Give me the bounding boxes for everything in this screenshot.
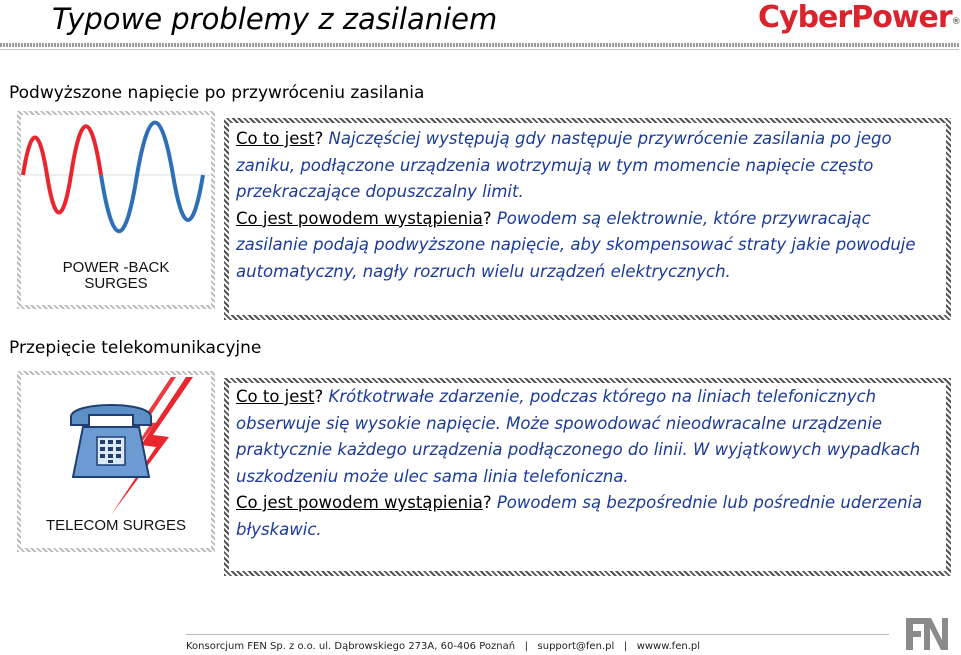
fen-logo [904,612,950,652]
section-heading-telecom: Przepięcie telekomunikacyjne [9,338,262,358]
cyberpower-logo [758,0,961,38]
logo-registered-mark: ® [951,17,961,27]
telecom-description [236,384,942,543]
telecom-what-qmark: ? [314,387,324,406]
power-back-description [236,126,942,285]
telephone-lightning-icon [21,375,211,515]
power-back-label-line2: SURGES [84,275,148,292]
fen-logo-text: FEN [904,612,906,613]
footer-company: Konsorcjum FEN Sp. z o.o. ul. Dąbrowskiego 273A, 60-406 Poznań [186,641,516,652]
footer-divider [186,634,889,635]
what-is-it-answer: Najczęściej występują gdy następuje przywrócenie zasilania po jego zaniku, podłączone urządzenia wotrzymują w tym momencie napięcie często przekraczające dopuszczalny limit. [236,129,892,201]
telecom-surges-label: TELECOM SURGES [45,517,187,534]
footer-separator-1: | [524,641,528,652]
cause-answer: Powodem są elektrownie, które przywracając zasilanie podają podwyższone napięcie, aby skompensować straty jakie powoduje automatyczny, nagły rozruch wielu urządzeń elektrycznych. [236,208,916,281]
telecom-cause-question: Co jest powodem wystąpienia [236,493,483,512]
page-title: Typowe problemy z zasilaniem [52,2,498,36]
power-back-surges-image [17,111,215,309]
section-heading-power-back: Podwyższone napięcie po przywróceniu zasilania [9,83,425,103]
telecom-what-answer: Krótkotrwałe zdarzenie, podczas którego na liniach telefonicznych obserwuje się wysokie napięcie. Może spowodować nieodwracalne urządzenie praktycznie każdego urządzenia podłączonego do linii. W wyjątkowych wypadkach uszkodzeniu może ulec sama linia telefoniczna. [236,387,921,486]
power-back-label-line1: POWER -BACK [62,259,170,276]
telecom-cause-answer: Powodem są bezpośrednie lub pośrednie uderzenia błyskawic. [236,493,923,539]
what-is-it-question: Co to jest [236,129,315,148]
cause-qmark: ? [482,208,492,228]
telecom-surges-image [17,371,215,552]
power-back-surges-label [21,260,211,292]
cause-question: Co jest powodem wystąpienia [236,208,483,228]
footer [186,640,700,654]
logo-cyber-text: Cyber [758,0,852,35]
footer-email-link[interactable]: support@fen.pl [537,641,615,652]
footer-site-link[interactable]: wwww.fen.pl [636,641,700,652]
what-is-it-qmark: ? [314,129,324,148]
sine-wave-icon [21,115,211,255]
logo-power-text: Power [851,0,952,35]
telecom-cause-qmark: ? [482,493,492,512]
title-divider-thin [0,49,959,50]
telecom-what-question: Co to jest [236,387,315,406]
title-divider [0,43,959,47]
footer-separator-2: | [623,641,628,652]
